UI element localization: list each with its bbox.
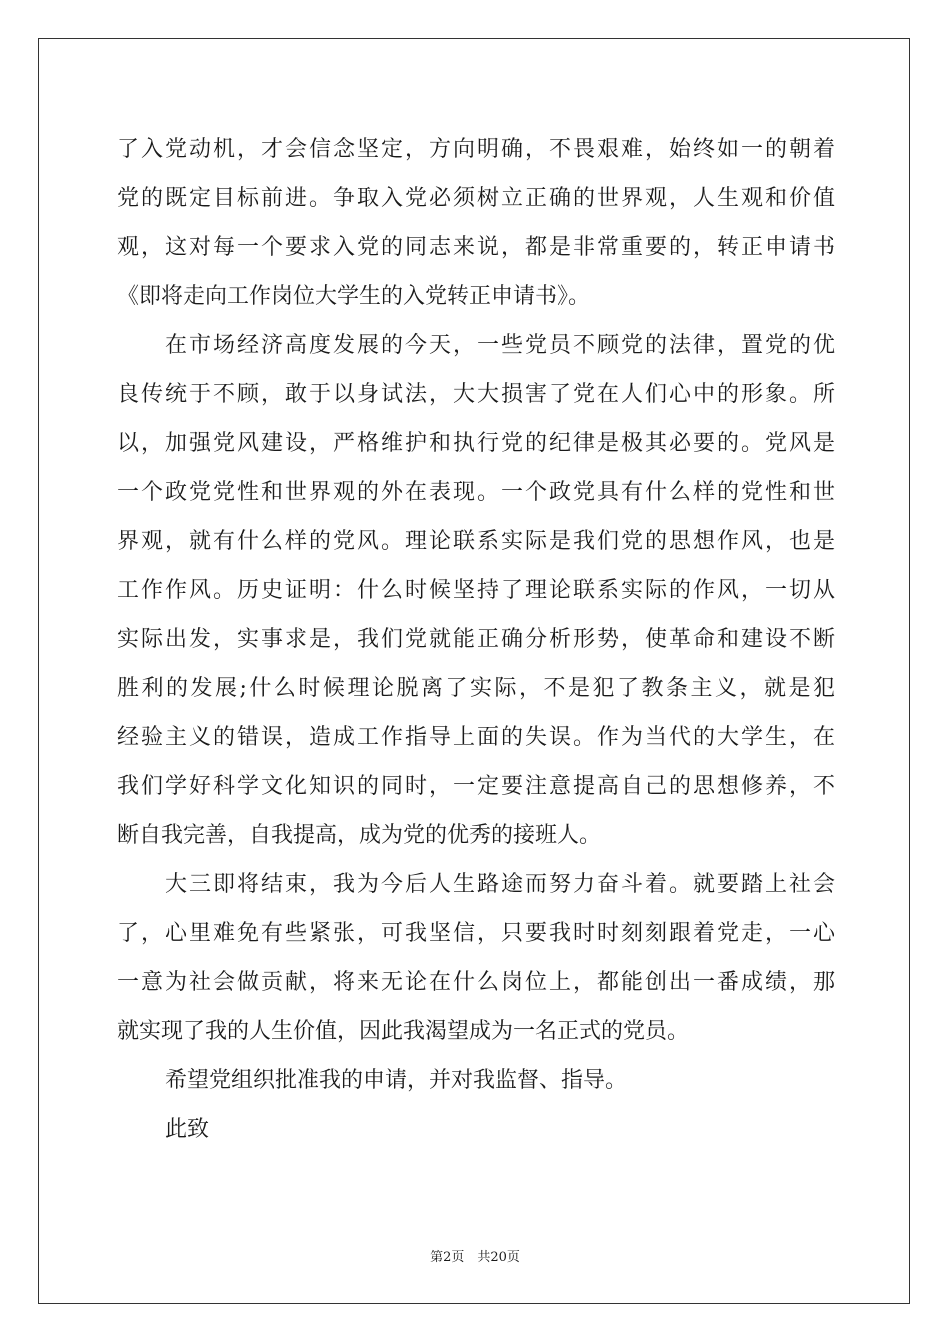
text-line: 《即将走向工作岗位大学生的入党转正申请书》。 — [117, 284, 591, 309]
text-line: 以，加强党风建设，严格维护和执行党的纪律是极其必要的。党风是 — [117, 431, 835, 456]
text-line: 此致 — [165, 1117, 210, 1142]
paragraph — [117, 321, 835, 860]
text-line: 工作作风。历史证明：什么时候坚持了理论联系实际的作风，一切从 — [117, 578, 835, 603]
text-line: 就实现了我的人生价值，因此我渴望成为一名正式的党员。 — [117, 1019, 690, 1044]
text-line: 实际出发，实事求是，我们党就能正确分析形势，使革命和建设不断 — [117, 627, 835, 652]
text-line: 观，这对每一个要求入党的同志来说，都是非常重要的，转正申请书 — [117, 235, 835, 260]
text-line: 大三即将结束，我为今后人生路途而努力奋斗着。就要踏上社会 — [165, 872, 835, 897]
paragraph — [117, 1105, 835, 1154]
text-line: 胜利的发展;什么时候理论脱离了实际，不是犯了教条主义，就是犯 — [117, 676, 835, 701]
text-line: 了，心里难免有些紧张，可我坚信，只要我时时刻刻跟着党走，一心 — [117, 921, 835, 946]
page-footer: 第2页 共20页 — [430, 1250, 520, 1265]
text-line: 了入党动机，才会信念坚定，方向明确，不畏艰难，始终如一的朝着 — [117, 137, 835, 162]
text-line: 希望党组织批准我的申请，并对我监督、指导。 — [165, 1068, 628, 1093]
text-line: 一意为社会做贡献，将来无论在什么岗位上，都能创出一番成绩，那 — [117, 970, 835, 995]
paragraph — [117, 1056, 835, 1105]
text-line: 一个政党党性和世界观的外在表现。一个政党具有什么样的党性和世 — [117, 480, 835, 505]
document-body — [117, 125, 835, 1154]
text-line: 断自我完善，自我提高，成为党的优秀的接班人。 — [117, 823, 602, 848]
text-line: 界观，就有什么样的党风。理论联系实际是我们党的思想作风，也是 — [117, 529, 835, 554]
paragraph — [117, 860, 835, 1056]
text-line: 良传统于不顾，敢于以身试法，大大损害了党在人们心中的形象。所 — [117, 382, 835, 407]
text-line: 经验主义的错误，造成工作指导上面的失误。作为当代的大学生，在 — [117, 725, 835, 750]
text-line: 我们学好科学文化知识的同时，一定要注意提高自己的思想修养，不 — [117, 774, 835, 799]
text-line: 党的既定目标前进。争取入党必须树立正确的世界观，人生观和价值 — [117, 186, 835, 211]
text-line: 在市场经济高度发展的今天，一些党员不顾党的法律，置党的优 — [165, 333, 835, 358]
paragraph — [117, 125, 835, 321]
